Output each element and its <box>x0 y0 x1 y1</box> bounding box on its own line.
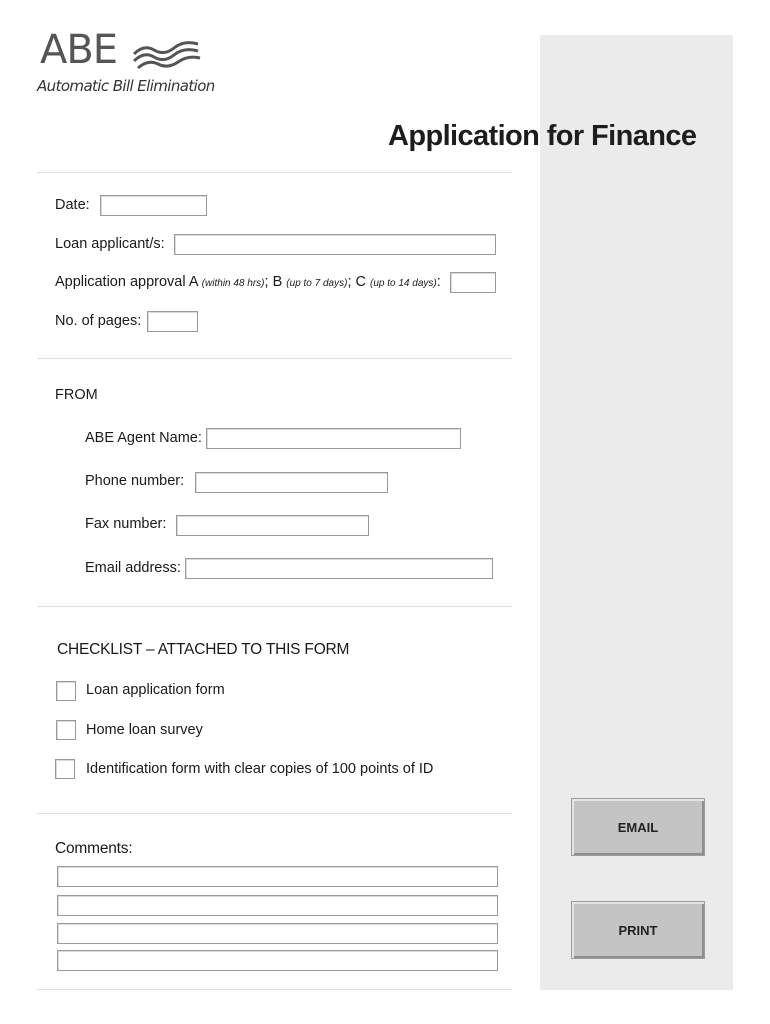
logo-subtitle: Automatic Bill Elimination <box>37 77 215 95</box>
comment-line-2[interactable] <box>57 895 498 916</box>
divider <box>37 989 512 990</box>
agent-name-field[interactable] <box>206 428 461 449</box>
checkbox-identification[interactable] <box>55 759 75 779</box>
fax-label: Fax number: <box>85 516 167 532</box>
approval-label: Application approval A (within 48 hrs); B (up to 7 days); C (up to 14 days): <box>55 274 441 290</box>
date-field[interactable] <box>100 195 207 216</box>
comment-line-1[interactable] <box>57 866 498 887</box>
pages-label: No. of pages: <box>55 313 142 329</box>
email-label: Email address: <box>85 560 181 576</box>
checklist-heading: CHECKLIST – ATTACHED TO THIS FORM <box>57 641 350 658</box>
email-button[interactable]: EMAIL <box>571 798 705 856</box>
date-label: Date: <box>55 197 90 213</box>
phone-label: Phone number: <box>85 473 185 489</box>
comments-label: Comments: <box>55 840 133 857</box>
divider <box>37 606 512 607</box>
fax-field[interactable] <box>176 515 369 536</box>
loan-applicant-label: Loan applicant/s: <box>55 236 165 252</box>
checkbox-home-loan-survey[interactable] <box>56 720 76 740</box>
comment-line-4[interactable] <box>57 950 498 971</box>
from-heading: FROM <box>55 387 98 403</box>
divider <box>37 172 512 173</box>
comment-line-3[interactable] <box>57 923 498 944</box>
checklist-item-label: Identification form with clear copies of 100 points of ID <box>86 761 434 777</box>
phone-field[interactable] <box>195 472 388 493</box>
agent-name-label: ABE Agent Name: <box>85 430 202 446</box>
divider <box>37 813 512 814</box>
pages-field[interactable] <box>147 311 198 332</box>
checklist-item-label: Loan application form <box>86 682 225 698</box>
logo-waves-icon <box>132 40 202 70</box>
email-field[interactable] <box>185 558 493 579</box>
checkbox-loan-application[interactable] <box>56 681 76 701</box>
print-button[interactable]: PRINT <box>571 901 705 959</box>
loan-applicant-field[interactable] <box>174 234 496 255</box>
divider <box>37 358 512 359</box>
page-title: Application for Finance <box>388 120 697 152</box>
checklist-item-label: Home loan survey <box>86 722 203 738</box>
approval-field[interactable] <box>450 272 496 293</box>
logo-text: ABE <box>40 27 118 73</box>
